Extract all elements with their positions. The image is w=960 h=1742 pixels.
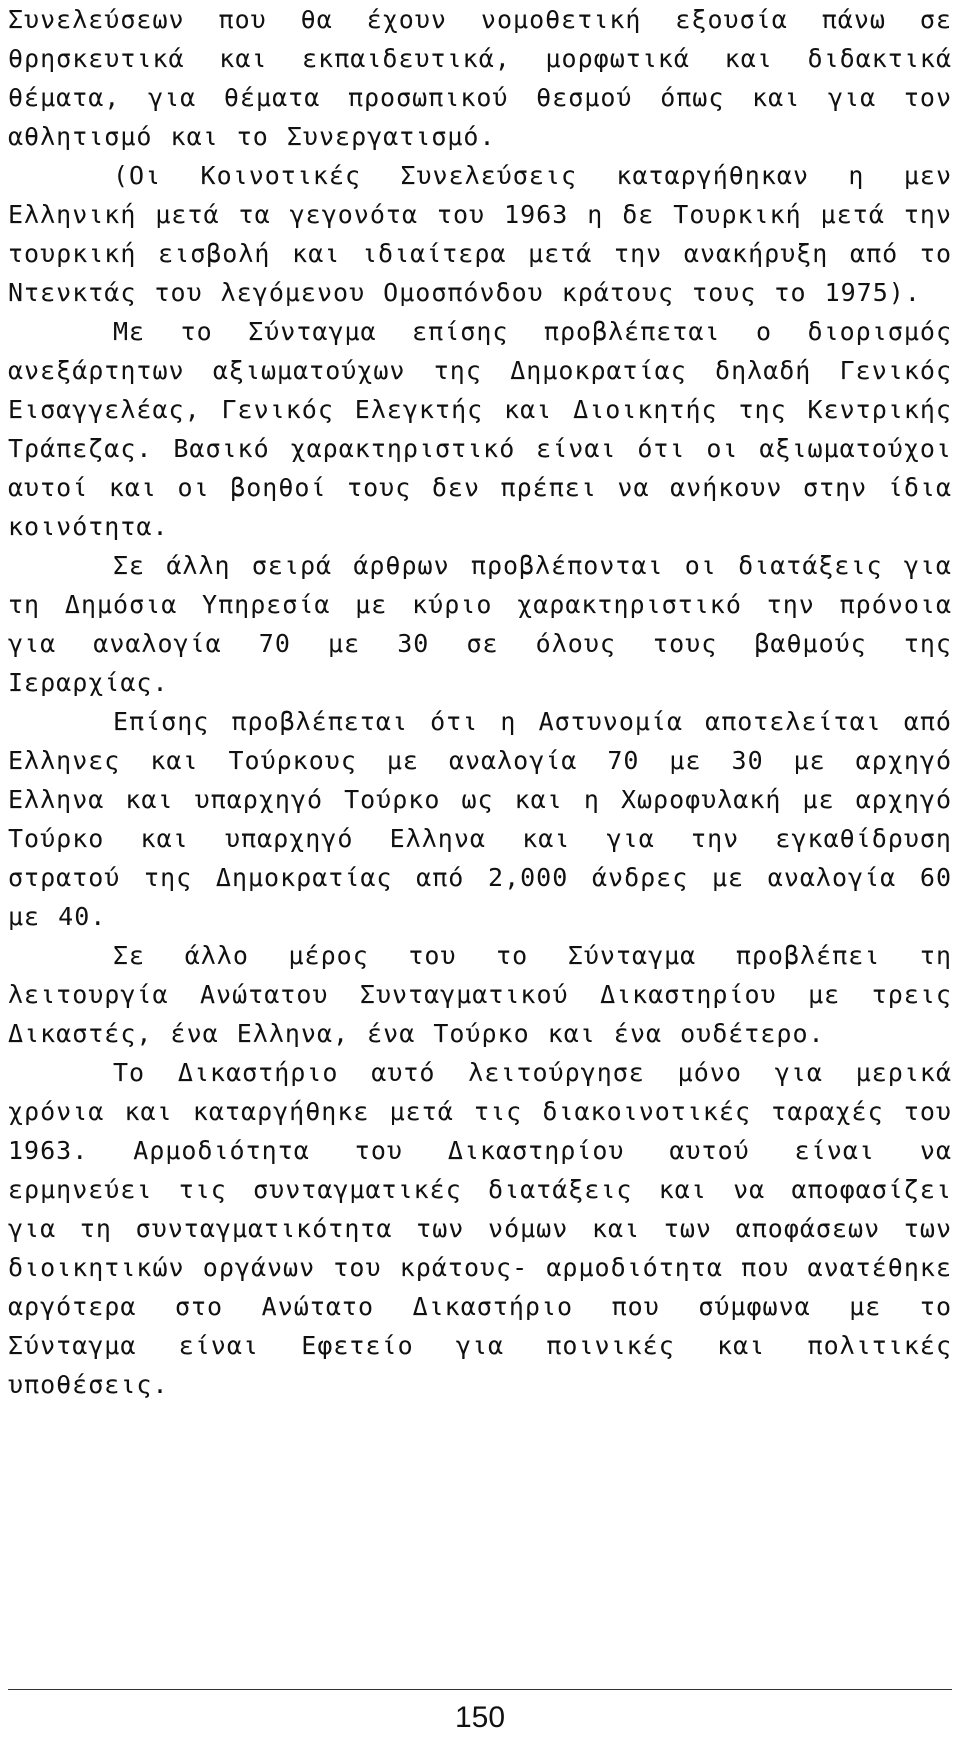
paragraph-7: Το Δικαστήριο αυτό λειτούργησε μόνο για μερικά χρόνια και καταργήθηκε μετά τις διακοινοτικές ταραχές του 1963. Αρμοδιότητα του Δικαστηρίου αυτού είναι να ερμηνεύει τις συνταγματικές διατάξεις και να αποφασίζει για τη συνταγματικότητα των νόμων και των αποφάσεων των διοικητικών οργάνων του κράτους- αρμοδιότητα που ανατέθηκε αργότερα στο Ανώτατο Δικαστήριο που σύμφωνα με το Σύνταγμα είναι Εφετείο για ποινικές και πολιτικές υποθέσεις. [8,1058,952,1399]
document-body [8,0,952,1404]
paragraph-4: Σε άλλη σειρά άρθρων προβλέπονται οι διατάξεις για τη Δημόσια Υπηρεσία με κύριο χαρακτηριστικό την πρόνοια για αναλογία 70 με 30 σε όλους τους βαθμούς της Ιεραρχίας. [8,551,952,697]
paragraph-5: Επίσης προβλέπεται ότι η Αστυνομία αποτελείται από Ελληνες και Τούρκους με αναλογία 70 με 30 με αρχηγό Ελληνα και υπαρχηγό Τούρκο ως και η Χωροφυλακή με αρχηγό Τούρκο και υπαρχηγό Ελληνα και για την εγκαθίδρυση στρατού της Δημοκρατίας από 2,000 άνδρες με αναλογία 60 με 40. [8,707,952,931]
paragraph-3: Με το Σύνταγμα επίσης προβλέπεται ο διορισμός ανεξάρτητων αξιωματούχων της Δημοκρατίας δηλαδή Γενικός Εισαγγελέας, Γενικός Ελεγκτής και Διοικητής της Κεντρικής Τράπεζας. Βασικό χαρακτηριστικό είναι ότι οι αξιωματούχοι αυτοί και οι βοηθοί τους δεν πρέπει να ανήκουν στην ίδια κοινότητα. [8,317,952,541]
paragraph-1: Συνελεύσεων που θα έχουν νομοθετική εξουσία πάνω σε θρησκευτικά και εκπαιδευτικά, μορφωτικά και διδακτικά θέματα, για θέματα προσωπικού θεσμού όπως και για τον αθλητισμό και το Συνεργατισμό. [8,5,952,151]
paragraph-2: (Οι Κοινοτικές Συνελεύσεις καταργήθηκαν η μεν Ελληνική μετά τα γεγονότα του 1963 η δε Τουρκική μετά την τουρκική εισβολή και ιδιαίτερα μετά την ανακήρυξη από το Ντενκτάς του λεγόμενου Ομοσπόνδου κράτους τους το 1975). [8,161,952,307]
paragraph-6: Σε άλλο μέρος του το Σύνταγμα προβλέπει τη λειτουργία Ανώτατου Συνταγματικού Δικαστηρίου με τρεις Δικαστές, ένα Ελληνα, ένα Τούρκο και ένα ουδέτερο. [8,941,952,1048]
page-number: 150 [454,1701,506,1734]
footer-divider [8,1689,952,1690]
